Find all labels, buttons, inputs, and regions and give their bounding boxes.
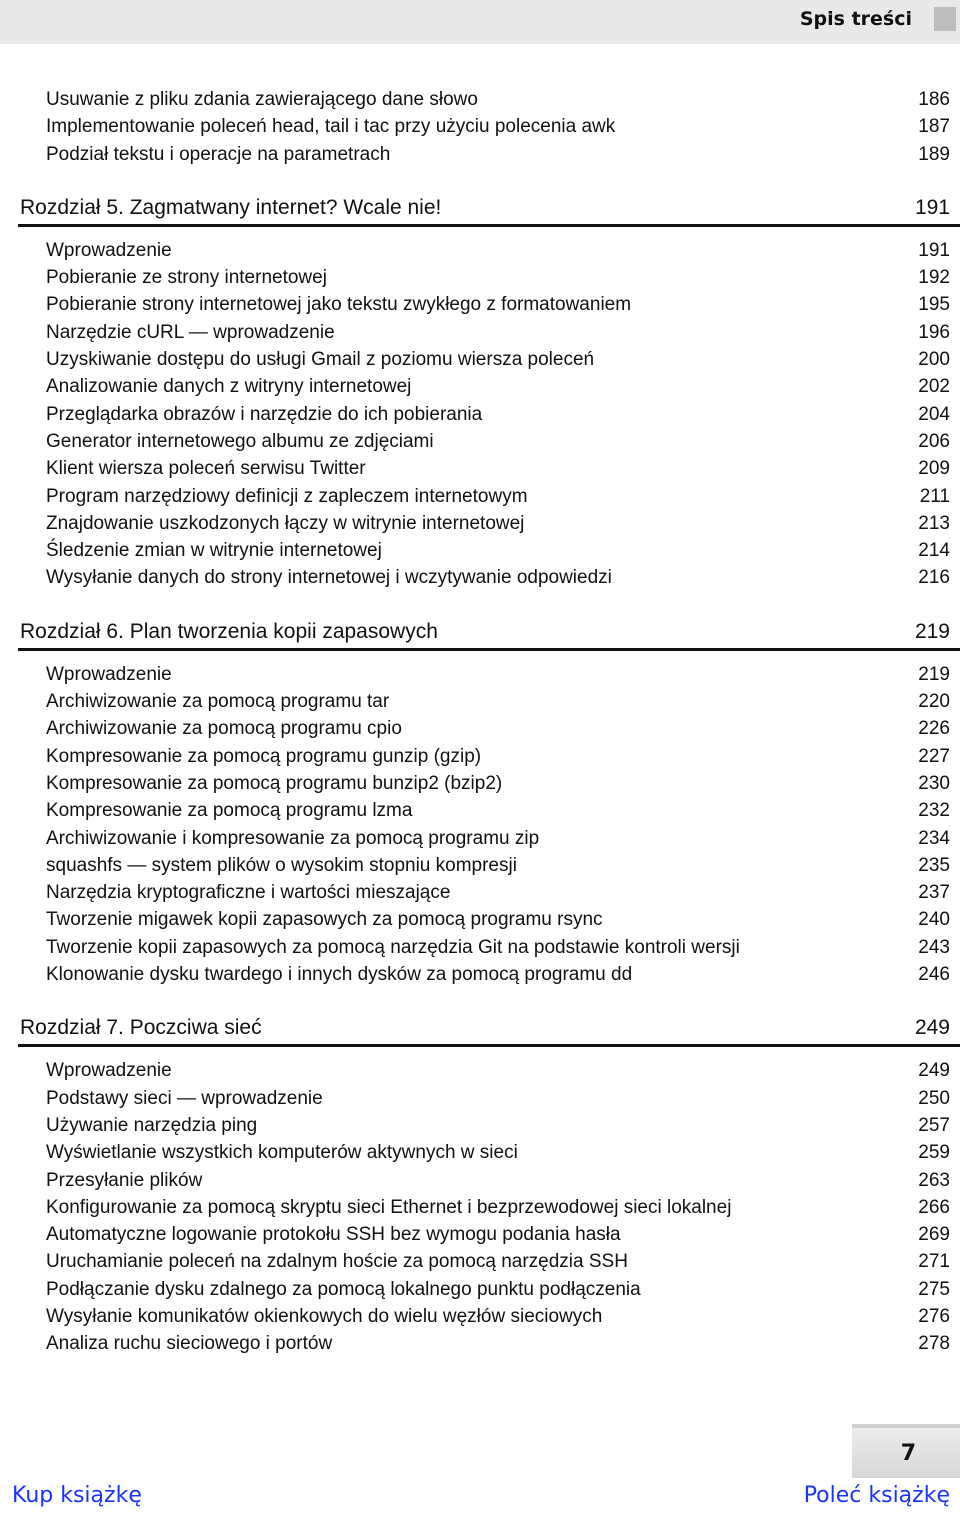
toc-entry xyxy=(0,113,960,140)
entry-page-number: 186 xyxy=(918,89,950,110)
entry-page-number: 213 xyxy=(918,512,950,534)
entry-page-number: 220 xyxy=(918,691,950,713)
toc-entry xyxy=(0,879,960,906)
entry-title: Archiwizowanie i kompresowanie za pomocą programu zip xyxy=(46,827,540,849)
chapter-title: Rozdział 7. Poczciwa sieć xyxy=(20,1016,262,1040)
entry-page-number: 240 xyxy=(918,909,950,931)
entry-page-number: 227 xyxy=(918,745,950,767)
buy-book-link[interactable]: Kup książkę xyxy=(12,1483,142,1508)
toc-entry xyxy=(0,346,960,373)
chapter-page-number: 219 xyxy=(914,619,950,643)
entry-title: Tworzenie migawek kopii zapasowych za pomocą programu rsync xyxy=(46,909,603,931)
entry-title: Wyświetlanie wszystkich komputerów aktywnych w sieci xyxy=(46,1142,518,1164)
entry-title: Konfigurowanie za pomocą skryptu sieci Ethernet i bezprzewodowej sieci lokalnej xyxy=(46,1196,732,1218)
entry-title: Wprowadzenie xyxy=(46,663,172,685)
toc-entry xyxy=(0,291,960,318)
toc-entry xyxy=(0,1194,960,1221)
entry-page-number: 269 xyxy=(918,1224,950,1246)
entry-title: Pobieranie ze strony internetowej xyxy=(46,267,327,289)
entry-page-number: 206 xyxy=(918,430,950,452)
toc-entry xyxy=(0,86,960,113)
entry-page-number: 276 xyxy=(918,1305,950,1327)
entry-page-number: 271 xyxy=(918,1251,950,1273)
toc-entry xyxy=(0,1221,960,1248)
chapter-heading xyxy=(18,610,960,651)
toc-entry xyxy=(0,852,960,879)
entry-page-number: 202 xyxy=(918,376,950,398)
entry-title: Wysyłanie komunikatów okienkowych do wielu węzłów sieciowych xyxy=(46,1305,603,1327)
entry-title: Analiza ruchu sieciowego i portów xyxy=(46,1333,333,1355)
entry-page-number: 234 xyxy=(918,827,950,849)
entry-title: Archiwizowanie za pomocą programu tar xyxy=(46,691,390,713)
entry-page-number: 226 xyxy=(918,718,950,740)
entry-title: Uruchamianie poleceń na zdalnym hoście za pomocą narzędzia SSH xyxy=(46,1251,628,1273)
toc-entry xyxy=(0,537,960,564)
entry-title: Przeglądarka obrazów i narzędzie do ich pobierania xyxy=(46,403,483,425)
entry-title: Klonowanie dysku twardego i innych dysków za pomocą programu dd xyxy=(46,964,633,986)
toc-entry xyxy=(0,1112,960,1139)
entry-title: Analizowanie danych z witryny internetowej xyxy=(46,376,412,398)
toc-entry xyxy=(0,428,960,455)
toc-entry xyxy=(0,825,960,852)
recommend-book-link[interactable]: Poleć książkę xyxy=(803,1483,950,1508)
entry-title: Kompresowanie za pomocą programu bunzip2 (bzip2) xyxy=(46,772,503,794)
entry-title: Śledzenie zmian w witrynie internetowej xyxy=(46,540,382,562)
running-header-title: Spis treści xyxy=(799,8,912,30)
entry-title: Kompresowanie za pomocą programu lzma xyxy=(46,800,413,822)
toc-entry xyxy=(0,661,960,688)
toc-entry xyxy=(0,510,960,537)
entry-title: Automatyczne logowanie protokołu SSH bez wymogu podania hasła xyxy=(46,1224,621,1246)
entry-title: Program narzędziowy definicji z zapleczem internetowym xyxy=(46,485,528,507)
toc-entry xyxy=(0,1330,960,1357)
entry-page-number: 187 xyxy=(918,116,950,138)
entry-title: Tworzenie kopii zapasowych za pomocą narzędzia Git na podstawie kontroli wersji xyxy=(46,936,740,958)
entry-title: Usuwanie z pliku zdania zawierającego dane słowo xyxy=(46,89,478,110)
toc-entry xyxy=(0,1085,960,1112)
entry-page-number: 195 xyxy=(918,294,950,316)
chapter-title: Rozdział 5. Zagmatwany internet? Wcale nie! xyxy=(20,195,442,219)
entry-title: Podział tekstu i operacje na parametrach xyxy=(46,143,391,165)
entry-page-number: 278 xyxy=(918,1333,950,1355)
entry-page-number: 237 xyxy=(918,882,950,904)
entry-title: squashfs — system plików o wysokim stopniu kompresji xyxy=(46,854,517,876)
toc-entry xyxy=(0,688,960,715)
toc-entry xyxy=(0,1303,960,1330)
entry-title: Kompresowanie za pomocą programu gunzip (gzip) xyxy=(46,745,482,767)
toc-entry xyxy=(0,1057,960,1084)
chapter-page-number: 249 xyxy=(914,1016,950,1040)
entry-page-number: 246 xyxy=(918,964,950,986)
entry-page-number: 191 xyxy=(918,239,950,261)
toc-entry xyxy=(0,770,960,797)
table-of-contents xyxy=(0,86,960,1358)
entry-page-number: 275 xyxy=(918,1278,950,1300)
toc-entry xyxy=(0,319,960,346)
entry-page-number: 257 xyxy=(918,1114,950,1136)
entry-page-number: 211 xyxy=(919,485,950,507)
chapter-heading xyxy=(18,186,960,227)
entry-page-number: 249 xyxy=(918,1060,950,1082)
entry-page-number: 266 xyxy=(918,1196,950,1218)
toc-entry xyxy=(0,934,960,961)
chapter-page-number: 191 xyxy=(914,195,950,219)
entry-title: Pobieranie strony internetowej jako tekstu zwykłego z formatowaniem xyxy=(46,294,632,316)
toc-entry xyxy=(0,483,960,510)
entry-page-number: 235 xyxy=(918,854,950,876)
entry-title: Znajdowanie uszkodzonych łączy w witrynie internetowej xyxy=(46,512,525,534)
entry-page-number: 230 xyxy=(918,772,950,794)
entry-page-number: 192 xyxy=(918,267,950,289)
toc-entry xyxy=(0,1248,960,1275)
entry-page-number: 196 xyxy=(918,321,950,343)
entry-title: Generator internetowego albumu ze zdjęciami xyxy=(46,430,434,452)
toc-entry xyxy=(0,455,960,482)
entry-title: Wysyłanie danych do strony internetowej i wczytywanie odpowiedzi xyxy=(46,567,612,589)
toc-entry xyxy=(0,1167,960,1194)
entry-page-number: 214 xyxy=(918,540,950,562)
entry-page-number: 216 xyxy=(918,567,950,589)
toc-entry xyxy=(0,264,960,291)
toc-entry xyxy=(0,715,960,742)
entry-page-number: 189 xyxy=(918,143,950,165)
entry-page-number: 263 xyxy=(918,1169,950,1191)
header-tab-marker xyxy=(934,7,956,31)
toc-entry xyxy=(0,141,960,168)
toc-entry xyxy=(0,961,960,988)
entry-title: Przesyłanie plików xyxy=(46,1169,203,1191)
entry-title: Podłączanie dysku zdalnego za pomocą lokalnego punktu podłączenia xyxy=(46,1278,641,1300)
entry-title: Uzyskiwanie dostępu do usługi Gmail z poziomu wiersza poleceń xyxy=(46,349,595,371)
toc-entry xyxy=(0,797,960,824)
chapter-heading xyxy=(18,1006,960,1047)
entry-title: Klient wiersza poleceń serwisu Twitter xyxy=(46,458,366,480)
entry-page-number: 219 xyxy=(918,663,950,685)
toc-entry xyxy=(0,743,960,770)
entry-title: Wprowadzenie xyxy=(46,239,172,261)
entry-page-number: 200 xyxy=(918,349,950,371)
entry-title: Podstawy sieci — wprowadzenie xyxy=(46,1087,323,1109)
toc-entry xyxy=(0,373,960,400)
toc-entry xyxy=(0,1276,960,1303)
entry-page-number: 204 xyxy=(918,403,950,425)
header-band xyxy=(0,0,960,44)
entry-title: Narzędzia kryptograficzne i wartości mieszające xyxy=(46,882,451,904)
entry-title: Narzędzie cURL — wprowadzenie xyxy=(46,321,335,343)
entry-title: Archiwizowanie za pomocą programu cpio xyxy=(46,718,402,740)
entry-title: Używanie narzędzia ping xyxy=(46,1114,258,1136)
chapter-title: Rozdział 6. Plan tworzenia kopii zapasowych xyxy=(20,619,438,643)
entry-page-number: 243 xyxy=(918,936,950,958)
entry-page-number: 250 xyxy=(918,1087,950,1109)
toc-entry xyxy=(0,1139,960,1166)
toc-entry xyxy=(0,401,960,428)
entry-page-number: 232 xyxy=(918,800,950,822)
entry-page-number: 259 xyxy=(918,1142,950,1164)
entry-title: Wprowadzenie xyxy=(46,1060,172,1082)
toc-entry xyxy=(0,564,960,591)
page-number: 7 xyxy=(900,1441,916,1466)
entry-title: Implementowanie poleceń head, tail i tac przy użyciu polecenia awk xyxy=(46,116,616,138)
entry-page-number: 209 xyxy=(918,458,950,480)
toc-entry xyxy=(0,237,960,264)
toc-entry xyxy=(0,906,960,933)
